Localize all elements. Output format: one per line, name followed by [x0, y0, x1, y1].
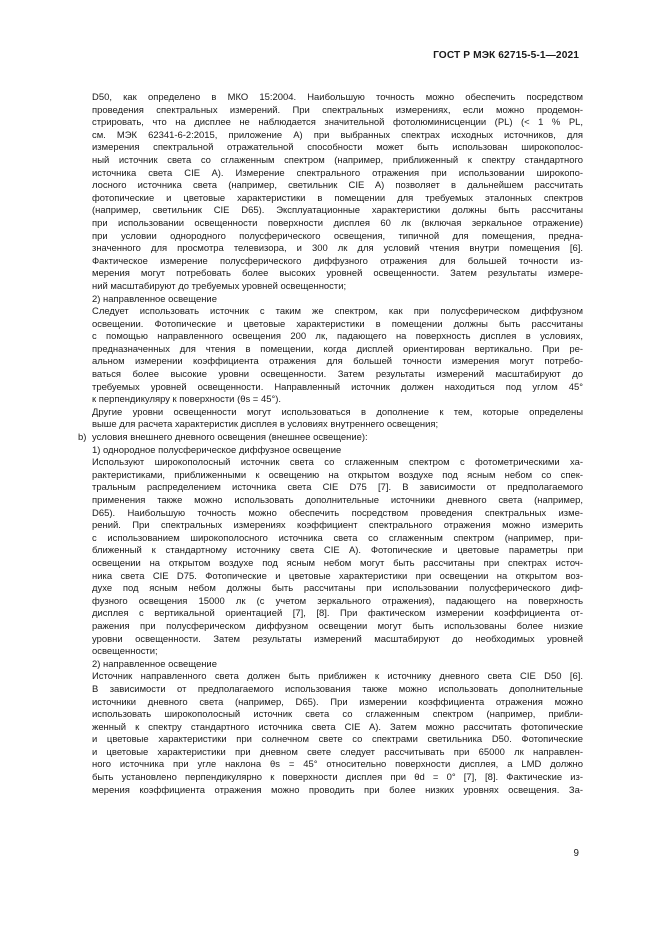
text-line: [92, 759, 583, 772]
text-line: [92, 734, 583, 747]
text-line: [92, 344, 583, 357]
text-line: [92, 520, 583, 533]
line-text: ваться более высокие уровни освещенности. Затем результаты измерений масштабируют до: [92, 369, 583, 381]
line-text: быть установлено перпендикулярно к поверхности дисплея при θd = 0° [7], [8]. Фактические из-: [92, 772, 583, 784]
line-text: Источник направленного света должен быть приближен к источнику дневного света CIE D50 [6].: [92, 671, 583, 683]
line-text: D65). Наибольшую точность можно обеспечить посредством проведения спектральных изме-: [92, 507, 583, 519]
line-text: источника света CIE A). Измерение спектрального отражения при использовании широкопо-: [92, 167, 583, 179]
line-text: с помощью направленного освещения 200 лк, падающего на поверхность дисплея в условиях,: [92, 331, 583, 343]
line-text: фотопические и цветовые характеристики в помещении для требуемых эталонных спектров: [92, 192, 583, 204]
text-line: [92, 596, 583, 609]
line-text: освещении. Фотопические и цветовые характеристики в помещении должны быть рассчитаны: [92, 318, 583, 330]
text-line: [92, 709, 583, 722]
text-line: [92, 105, 583, 118]
text-line: [92, 785, 583, 798]
line-text: использовать широкополосный источник света со сглаженным спектром (например, прибли-: [92, 709, 583, 721]
text-line: [92, 369, 583, 382]
line-text: альном измерении коэффициента отражения для большей точности измерения могут потребо-: [92, 356, 583, 368]
line-text: к перпендикуляру к поверхности (θs = 45°).: [92, 394, 281, 406]
text-line: [92, 583, 583, 596]
line-text: лосного источника света (например, светильник CIE A) позволяет в дальнейшем рассчитать: [92, 180, 583, 192]
text-line: [92, 180, 583, 193]
text-line: [92, 558, 583, 571]
line-text: ника света CIE D75. Фотопические и цветовые характеристики при освещении на открытом воз-: [92, 570, 583, 582]
line-text: рений. При спектральных измерениях коэффициент спектрального отражения можно измерить: [92, 520, 583, 532]
line-text: тральным распределением источника света CIE D75 [7]. В зависимости от предполагаемого: [92, 482, 583, 494]
line-text: предназначенных для чтения в помещении, когда дисплей ориентирован вертикально. При ре-: [92, 343, 583, 355]
line-text: с использованием широкополосного источника света со сглаженным спектром (например, при-: [92, 532, 583, 544]
line-text: освещенности;: [92, 646, 158, 658]
line-text: ближенный к стандартному источнику света CIE A). Фотопические и цветовые параметры при: [92, 545, 583, 557]
line-text: дисплея с вертикальной ориентацией [7], [8]. При фактическом измерении коэффициента от-: [92, 608, 583, 620]
line-text: см. МЭК 62341-6-2:2015, приложение А) при выбранных спектрах исходных источников, для: [92, 129, 583, 141]
line-text: (например, светильник CIE D65). Эксплуатационные характеристики должны быть рассчитаны: [92, 205, 583, 217]
line-text: уровни освещенности. Затем результаты измерений масштабируют до необходимых уровней: [92, 633, 583, 645]
line-text: женный к спектру стандартного источника света CIE A). Затем можно рассчитать фотопические: [92, 721, 583, 733]
text-line: [92, 608, 583, 621]
line-text: В зависимости от предполагаемого использования также можно использовать дополнительные: [92, 683, 583, 695]
line-text: при использовании освещенности поверхности дисплея 60 лк (включая зеркальное отражение): [92, 217, 583, 229]
text-line: [92, 92, 583, 105]
text-line: [92, 306, 583, 319]
line-text: и цветовые характеристики при дневном свете следует рассчитывать при 65000 лк направлен-: [92, 746, 583, 758]
text-line: [92, 571, 583, 584]
text-line: [92, 382, 583, 395]
text-line: [92, 256, 583, 269]
text-line: [92, 545, 583, 558]
line-text: значенного для просмотра телевизора, и 300 лк для условий чтения внутри помещения [6].: [92, 243, 583, 255]
text-line: [92, 470, 583, 483]
text-line: [92, 684, 583, 697]
line-text: освещении на открытом воздухе под ясным небом могут быть рассчитаны при спектрах источ-: [92, 557, 583, 569]
text-line: [92, 394, 583, 407]
line-text: проведения спектральных измерений. При спектральных измерениях, если можно продемон-: [92, 104, 583, 116]
document-header: ГОСТ Р МЭК 62715-5-1—2021: [433, 50, 579, 61]
line-text: измерения спектральной отражательной способности может быть использован широкополос-: [92, 142, 583, 154]
text-line: [92, 697, 583, 710]
text-line: [92, 533, 583, 546]
line-text: источники дневного света (например, D65). При измерении коэффициента отражения можно: [92, 696, 583, 708]
text-line: [92, 193, 583, 206]
text-line: [92, 772, 583, 785]
text-line: [92, 356, 583, 369]
line-text: духе под ясным небом должны быть рассчитаны при использовании полусферического диф-: [92, 583, 583, 595]
text-line: [92, 130, 583, 143]
text-line: [92, 142, 583, 155]
line-text: Фактическое измерение полусферического диффузного отражения для большей точности из-: [92, 255, 583, 267]
text-line: [92, 319, 583, 332]
line-text: применения также можно использовать дополнительные источники дневного света (например,: [92, 495, 583, 506]
text-line: [92, 646, 583, 659]
line-text: условия внешнего дневного освещения (внешнее освещение):: [92, 432, 368, 444]
line-text: 2) направленное освещение: [92, 658, 217, 670]
line-text: ражения при полусферическом диффузном освещении могут быть использованы более низкие: [92, 620, 583, 632]
page-number: 9: [573, 848, 579, 859]
text-line: [92, 634, 583, 647]
text-line: [92, 747, 583, 760]
text-line: [92, 155, 583, 168]
text-line: [92, 495, 583, 508]
text-line: [92, 218, 583, 231]
text-line: [92, 231, 583, 244]
line-text: мерения могут потребовать более высоких уровней освещенности. Затем результаты измере-: [92, 268, 583, 280]
text-line: [92, 331, 583, 344]
line-text: ного источника при угле наклона θs = 45° относительно поверхности дисплея, а LMD должно: [92, 759, 583, 771]
text-line: [92, 407, 583, 420]
text-line: [92, 482, 583, 495]
line-text: мерения коэффициента отражения можно проводить при более низких уровнях освещения. За-: [92, 784, 583, 796]
line-text: ний масштабируют до требуемых уровней освещенности;: [92, 280, 347, 292]
text-line: [92, 419, 583, 432]
list-marker: b): [78, 432, 87, 444]
line-text: Следует использовать источник с таким же спектром, как при полусферическом диффузном: [92, 306, 583, 318]
text-line: [92, 205, 583, 218]
text-line: [92, 457, 583, 470]
line-text: фузного освещения 15000 лк (с учетом зеркального отражения), падающего на поверхность: [92, 595, 583, 607]
text-line: [92, 294, 583, 307]
line-text: ный источник света со сглаженным спектром (например, приближенный к спектру стандартного: [92, 154, 583, 166]
text-line: [92, 659, 583, 672]
text-line: [92, 671, 583, 684]
text-line: [92, 621, 583, 634]
text-line: [92, 268, 583, 281]
line-text: Используют широкополосный источник света со сглаженным спектром с фотометрическими ха-: [92, 457, 583, 469]
text-line: [92, 508, 583, 521]
line-text: при условии однородного полусферического освещения, типичной для помещения, предна-: [92, 230, 583, 242]
text-line: [92, 445, 583, 458]
text-line: [92, 243, 583, 256]
line-text: выше для расчета характеристик дисплея в условиях внутреннего освещения;: [92, 419, 439, 431]
line-text: D50, как определено в МКО 15:2004. Наибольшую точность можно обеспечить посредством: [92, 92, 583, 103]
line-text: стрировать, что на дисплее не наблюдается значительной фотолюминисценции (PL) (< 1 % PL,: [92, 117, 583, 129]
line-text: 1) однородное полусферическое диффузное освещение: [92, 444, 342, 456]
line-text: Другие уровни освещенности могут использоваться в дополнение к тем, которые определены: [92, 406, 583, 418]
line-text: 2) направленное освещение: [92, 293, 217, 305]
text-line: [92, 722, 583, 735]
line-text: и цветовые характеристики при солнечном свете со спектрами светильника D50. Фотопические: [92, 734, 583, 746]
text-line: [92, 281, 583, 294]
line-text: требуемых уровней освещенности. Направленный источник должен находиться под углом 45°: [92, 381, 583, 393]
text-line: [92, 117, 583, 130]
line-text: рактеристиками, приближенными к освещению на открытом воздухе под ясным небом со спек-: [92, 469, 583, 481]
text-line: [92, 168, 583, 181]
document-body: [78, 92, 583, 797]
text-line: [78, 432, 583, 445]
